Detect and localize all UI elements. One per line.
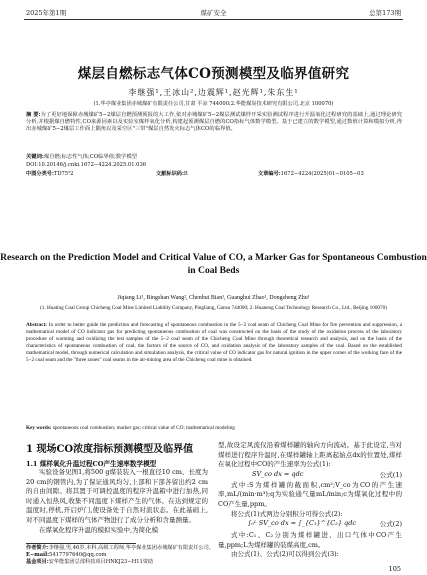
footnote-author-label: 作者简介: bbox=[26, 545, 49, 551]
abstract-en bbox=[26, 322, 402, 363]
authors-en: Jiqiang Li¹, Bingshan Wang², Chenhui Bian¹, Guanghui Zhao¹, Dongsheng Zhu¹ bbox=[117, 295, 310, 301]
equation-2-number: 公式(2) bbox=[379, 520, 402, 529]
affiliation-en: (1. Huating Coal Group Chicheng Coal Mine Limited Liability Company, Pingliang, Gansu 744000; 2. Huaneng Coal Technology Research Co., Ltd., Beijing 100070) bbox=[40, 305, 387, 311]
equation-1-number: 公式(1) bbox=[379, 470, 402, 479]
body-paragraph: 将公式(1)式两边分别积分可得公式(2): bbox=[231, 509, 343, 518]
equation-1 bbox=[218, 470, 402, 481]
header-issue: 2025年第1期 bbox=[26, 9, 67, 17]
authors-cn: 李继强¹,王冰山²,边震辉¹,赵光辉¹,朱东生¹ bbox=[128, 88, 299, 97]
abstract-en-label: Abstract: bbox=[26, 322, 48, 328]
body-right-column bbox=[218, 441, 402, 560]
keywords-en-text: spontaneous coal combustion; marker gas; critical value of CO; mathematical modeling bbox=[52, 425, 235, 431]
equation-2 bbox=[218, 519, 402, 531]
subsection-heading: 1.1 煤样氧化升温过程CO产生速率数学模型 bbox=[26, 460, 157, 468]
equation-1-expr: SV_co dx = qdc bbox=[252, 469, 304, 478]
header-rule bbox=[24, 19, 403, 20]
body-paragraph: 型,故设定风流仅沿着煤样罐的轴向方向流动。基于此设定,当对煤样进行程序升温时,在煤样罐轴上距离起始点dx的位置处,煤样在氧化过程中CO的产生速率为公式(1): bbox=[218, 441, 402, 469]
footnote-author-text: 李继强,男,46岁,本科,高级工程师,华亭煤业集团赤城煤矿有限责任公司。 bbox=[48, 545, 214, 551]
clc-value: TD75²2 bbox=[53, 171, 74, 177]
footnote-email-text: 5417797640@qq.com bbox=[49, 552, 107, 558]
body-paragraph: 在煤氧化程序升温的模拟实验中,为简化模 bbox=[39, 525, 159, 534]
equation-2-expr: ∫₀ᴸ SV_co dx = ∫_{C₁}^{C₂} qdc bbox=[248, 519, 357, 528]
abstract-en-text: In order to better guide the prediction and forecasting of spontaneous combustion in the 5−2 coal seam of Chicheng Coal Mine for fire prevention and suppression, a mathematical model of CO indicator gas for predicting spontaneous combustion of coal was constructed on the basis of the study of the oxidation process of the laboratory procedure of warming and oxidizing the test samples of the 5−2 coal seam of the Chicheng Coal Mine through theoretical research and analysis, and on the basis of the characteristics of spontaneous combustion of coal, the factors of the source of CO, and oxidation analysis of the laboratory samples of the coal. Based on the established mathematical model, through numerical calculation and simulation analysis, the critical value of CO indicator gas for natural ignition in the upper corner of the working face of the 5−2 coal seam and the "three zones" coal seams in the air-mining area of the Chicheng coal mine is obtained. bbox=[26, 322, 403, 363]
body-paragraph: 式中:C₁、C₂分别为煤样罐进、出口气体中CO产生量,ppm;L为煤样罐的装煤高度,cm。 bbox=[218, 531, 402, 549]
keywords-en bbox=[26, 425, 402, 431]
keywords-cn-label: 关键词: bbox=[26, 154, 44, 160]
keywords-en-label: Key words: bbox=[26, 425, 52, 431]
body-left-column bbox=[26, 443, 208, 535]
article-no-value: 1672−4224(2025)01−0105−03 bbox=[280, 171, 364, 177]
doc-code-label: 文献标识码: bbox=[156, 171, 184, 177]
doi: DOI:10.20146/j.cnki.1672−4224.2025.01.036 bbox=[26, 162, 147, 168]
footnote-fund-label: 基金项目: bbox=[26, 559, 49, 565]
footnote-rule bbox=[26, 543, 136, 544]
body-paragraph: 实验设备见图1,将500 g煤装装入一根直径10 cm、长度为20 cm的钢管内,为了保证通风均匀,上部和下部各留出约2 cm的自由间隙。将其置于可调控温度的程序升温箱中进行加热,同时通入恒热风,收集不同温度下煤样产生的气体。在达到规定的温度时,停机,开启炉门,使设备处于自然对流状态。在此基础上,对不同温度下煤样的气体产物进行了成分分析和含量测量。 bbox=[26, 468, 208, 524]
article-title-en: Research on the Prediction Model and Critical Value of CO, a Marker Gas for Spontaneous Combustion in Coal Beds bbox=[0, 252, 427, 276]
page-number: 105 bbox=[388, 565, 401, 573]
abstract-cn-label: 摘 要: bbox=[26, 112, 41, 118]
keywords-cn bbox=[26, 154, 402, 161]
body-paragraph: 由公式(1)、公式(2)可以得到公式(3): bbox=[231, 550, 339, 559]
doc-code bbox=[156, 170, 188, 177]
footnote-email-label: E−mail: bbox=[26, 552, 50, 558]
article-title-cn: 煤层自燃标志气体CO预测模型及临界值研究 bbox=[77, 66, 350, 82]
article-no-label: 文章编号: bbox=[258, 171, 281, 177]
affiliation-cn: (1.华亭煤业集团赤城煤矿有限责任公司,甘肃 平凉 744000;2.华能煤炭技术研究有限公司,北京 100070) bbox=[93, 101, 334, 107]
clc-label: 中图分类号: bbox=[26, 171, 54, 177]
header-total-issue: 总第173期 bbox=[369, 9, 401, 17]
article-number bbox=[258, 170, 364, 177]
abstract-cn-text: 为了更好地保障赤城煤矿5−2煤层自燃预测预报的大工作,依对赤城煤矿5−2煤层测试煤样开采实验测试程序进行升温氧化过程研究的基础上,通过理论研究分析,并根据煤自燃特性,CO来源因素以及实验室煤样氧化分析,构建起预测煤层自燃的CO指标气体数学模型。基于已建立的数学模型,通过数值计算和模拟分析,得出赤城煤矿5−2煤层工作面上隅角以及采空区"三带"煤层自然发火标志气体CO的临界值。 bbox=[26, 112, 402, 132]
abstract-cn bbox=[26, 112, 402, 133]
section-heading: 1 现场CO浓度指标预测模型及临界值 bbox=[26, 444, 194, 455]
footnote-fund-text: 安华能集团总部科技项目HNKJ23−H11资助 bbox=[48, 559, 154, 565]
body-paragraph: 式中:S为煤样罐的截面积,cm²;V_co为CO的产生速率,mL/(min·m³);q为实验通气量mL/min;c为煤氧化过程中的CO产生量,ppm。 bbox=[218, 480, 402, 508]
header-journal: 煤矿安全 bbox=[200, 9, 227, 17]
clc-number bbox=[26, 170, 73, 177]
keywords-cn-text: 煤自燃;标志性气体;CO临界值;数学模型 bbox=[43, 154, 138, 160]
doc-code-value: B bbox=[183, 171, 188, 177]
footnote-fund bbox=[26, 559, 402, 566]
